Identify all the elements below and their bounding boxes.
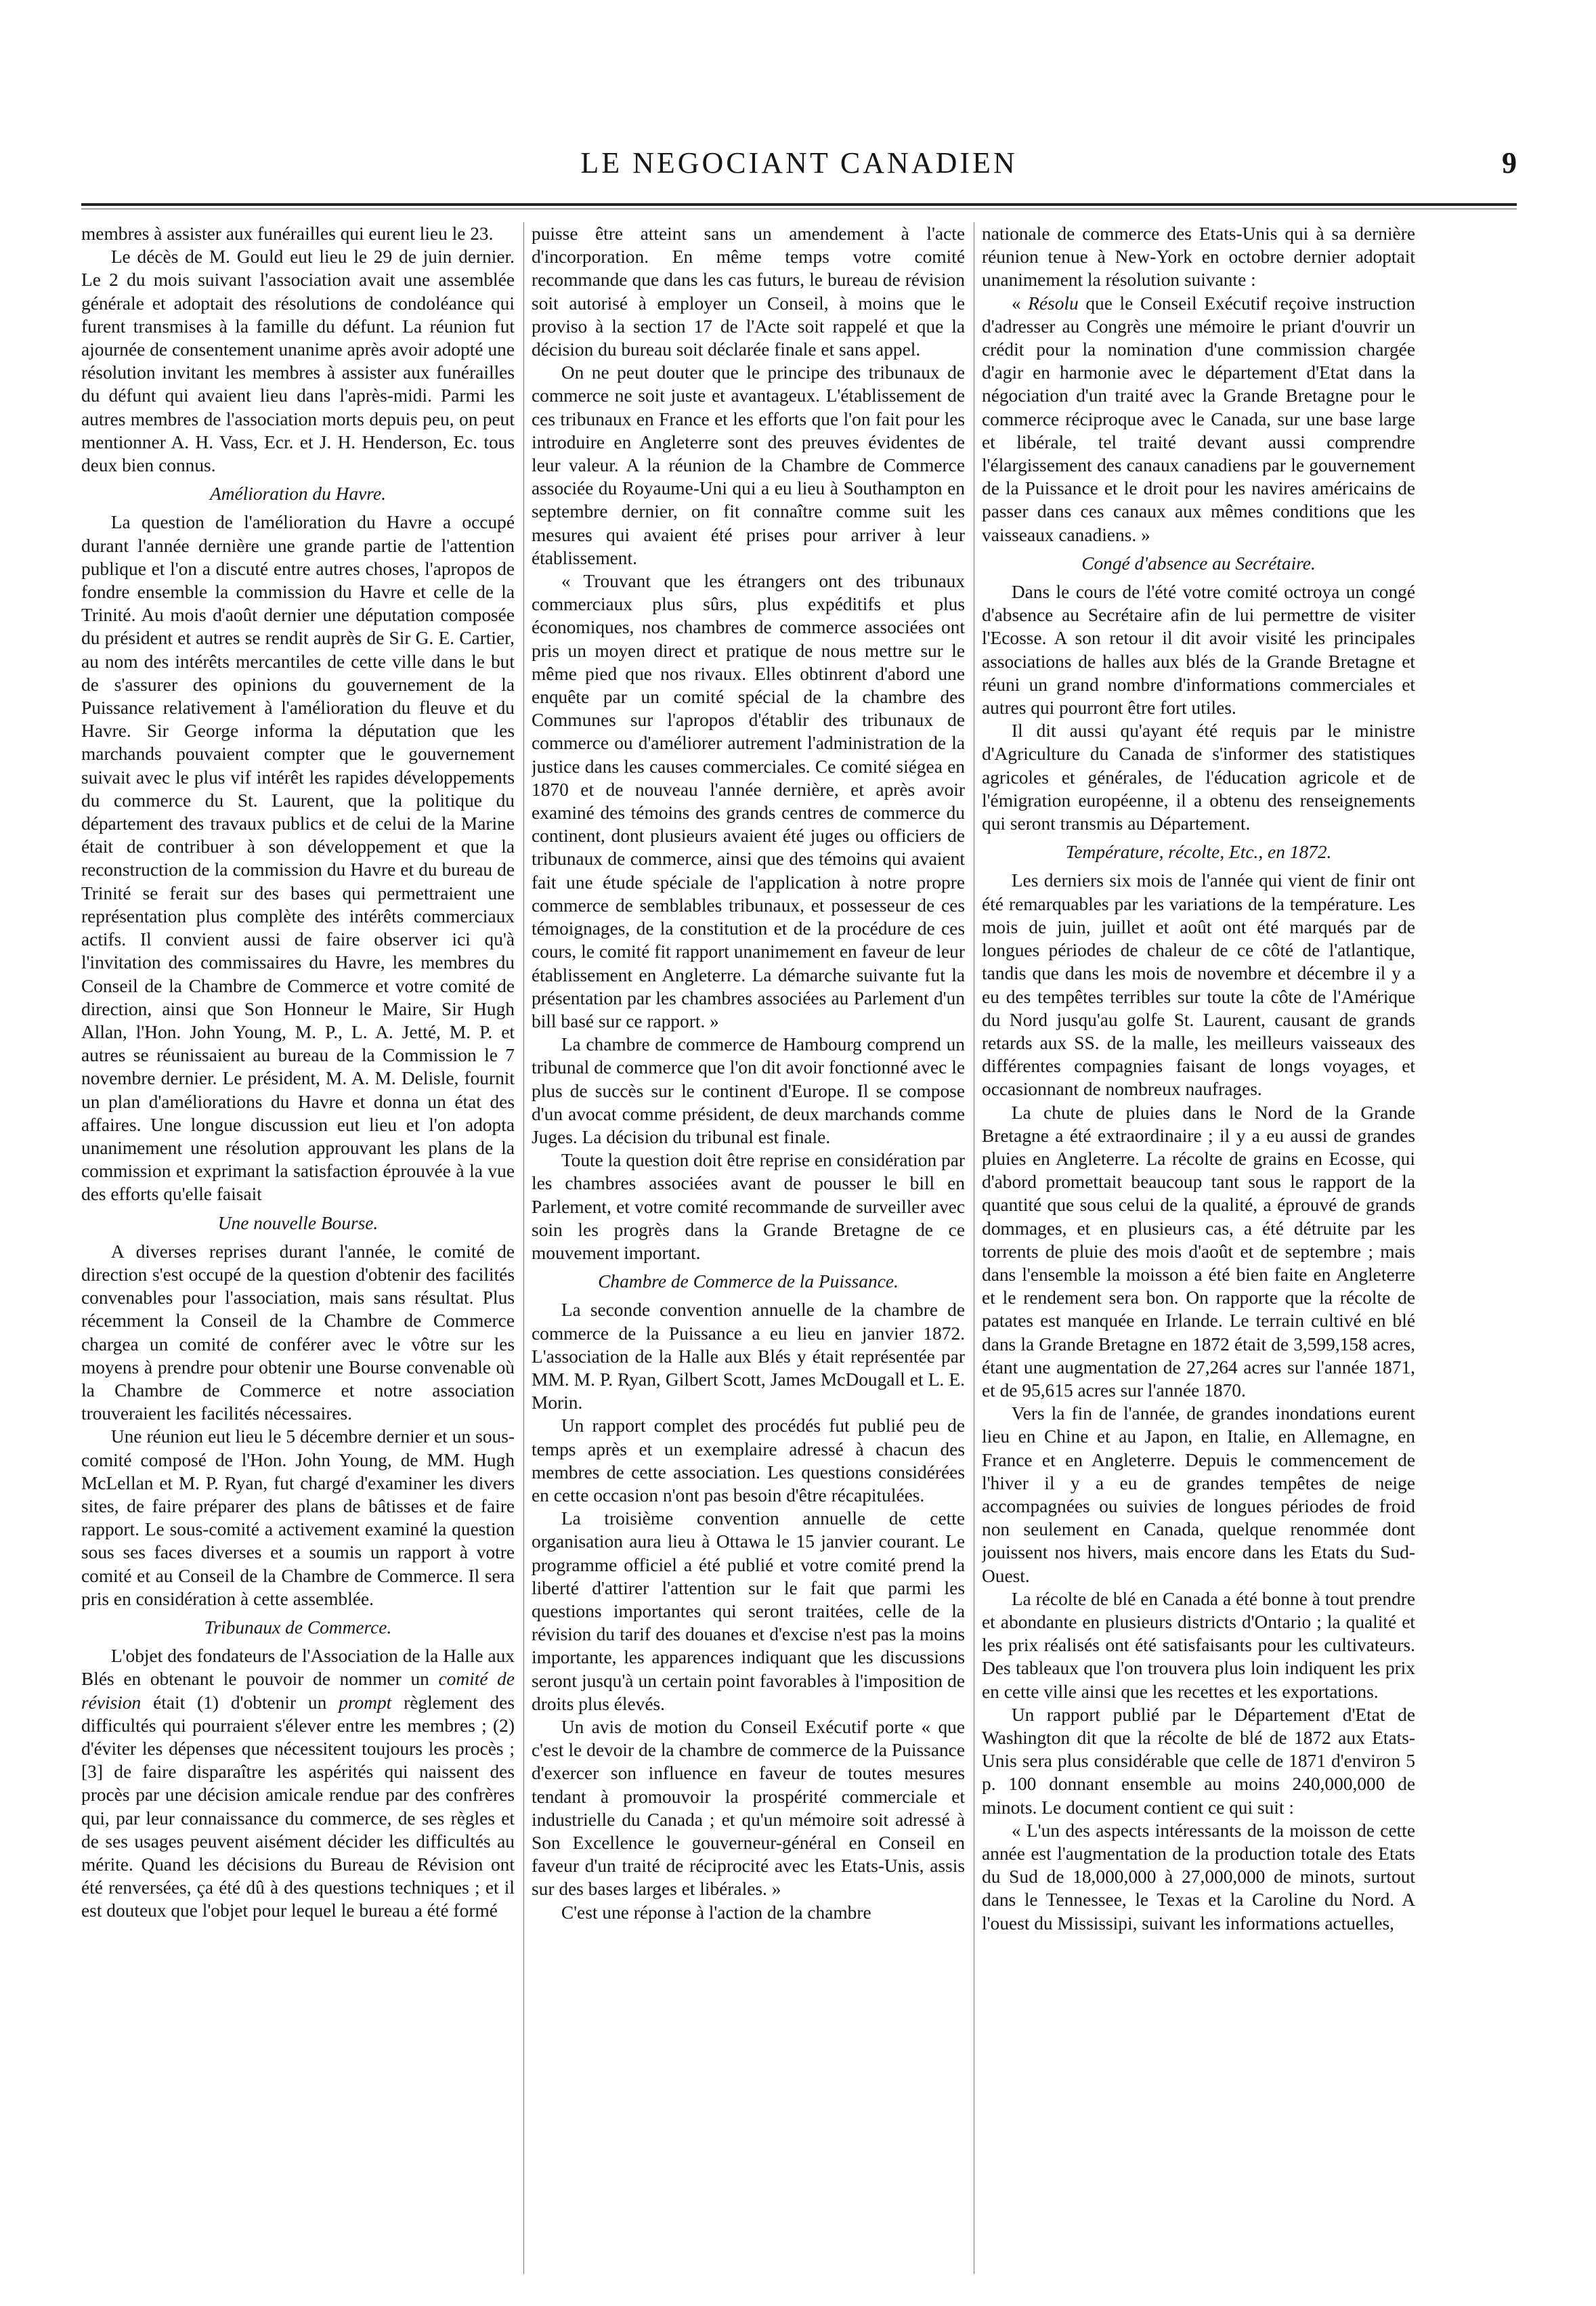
section-heading: Tribunaux de Commerce.: [204, 1617, 392, 1638]
paragraph: Vers la fin de l'année, de grandes inondations eurent lieu en Chine et au Japon, en Italie, en Allemagne, en France et en Angleterre. Depuis le commencement de l'hiver il y a eu de grandes tempêtes de neige accompagnées ou suivies de longues périodes de froid non seulement en Canada, quelque renommée dont jouissent nos hivers, mais encore dans les Etats du Sud-Ouest.: [982, 1403, 1415, 1586]
paragraph: « Résolu que le Conseil Exécutif reçoive instruction d'adresser au Congrès une mémoire le priant d'ouvrir un crédit pour la nomination d'une commission chargée d'agir en harmonie avec le département d'Etat dans la négociation d'un traité avec la Grande Bretagne pour le commerce réciproque avec le Canada, sur une base large et libérale, tel traité devant aussi comprendre l'élargissement des canaux canadiens par le gouvernement de la Puissance et le droit pour les navires américains de passer dans ces canaux aux mêmes conditions que les vaisseaux canadiens. »: [982, 293, 1415, 545]
paragraph: Un rapport publié par le Département d'Etat de Washington dit que la récolte de blé de 1872 aux Etats-Unis sera plus considérable que celle de 1871 d'environ 5 p. 100 donnant ensemble au moins 240,000,000 de minots. Le document contient ce qui suit :: [982, 1704, 1415, 1818]
paragraph: nationale de commerce des Etats-Unis qui à sa dernière réunion tenue à New-York en octobre dernier adoptait unanimement la résolution suivante :: [982, 223, 1415, 291]
paragraph: La récolte de blé en Canada a été bonne à tout prendre et abondante en plusieurs districts d'Ontario ; la qualité et les prix réalisés ont été satisfaisants pour les cultivateurs. Des tableaux que l'on trouvera plus loin indiquent les prix en cette ville ainsi que les recettes et les exportations.: [982, 1588, 1415, 1702]
paragraph: « Trouvant que les étrangers ont des tribunaux commerciaux plus sûrs, plus expéditifs et plus économiques, nos chambres de commerce associées ont pris un moyen direct et pratique de nous mettre sur le même pied que nos rivaux. Elles obtinrent d'abord une enquête par un comité spécial de la chambre des Communes sur l'apropos d'établir des tribunaux de commerce ou d'améliorer autrement l'administration de la justice dans les causes commerciales. Ce comité siégea en 1870 et de nouveau l'année dernière, et après avoir examiné des témoins des grands centres de commerce du continent, dont plusieurs avaient été juges ou officiers de tribunaux de commerce, ainsi que des témoins qui avaient fait une étude spéciale de l'application à notre propre commerce de semblables tribunaux, et possesseur de ces témoignages, de la constitution et de la procédure de ces cours, le comité fit rapport unanimement en faveur de leur établissement en Angleterre. La démarche suivante fut la présentation par les chambres associées au Parlement d'un bill basé sur ce rapport. »: [532, 571, 965, 1031]
newspaper-title: LE NEGOCIANT CANADIEN: [580, 146, 1018, 179]
text-run: L'objet des fondateurs de l'Association de la Halle aux Blés en obtenant le pouvoir de nommer un: [81, 1646, 515, 1690]
column-2: [532, 222, 965, 2274]
column-divider: [523, 222, 524, 2274]
paragraph: Dans le cours de l'été votre comité octroya un congé d'absence au Secrétaire afin de lui permettre de visiter l'Ecosse. A son retour il dit avoir visité les principales associations de halles aux blés de la Grande Bretagne et réuni un grand nombre d'informations commerciales et autres qui pourront être fort utiles.: [982, 582, 1415, 719]
paragraph: La chute de pluies dans le Nord de la Grande Bretagne a été extraordinaire ; il y a eu aussi de grandes pluies en Angleterre. La récolte de grains en Ecosse, qui d'abord promettait beaucoup tant sous le rapport de la quantité que sous celui de la qualité, a éprouvé de grands dommages, et en plusieurs cas, a été détruite par les torrents de pluie des mois d'août et de septembre ; mais dans l'ensemble la moisson a été bien faite en Angleterre et le rendement sera bon. On rapporte que la récolte de patates est manquée en Irlande. Le terrain cultivé en blé dans la Grande Bretagne en 1872 était de 3,599,158 acres, étant une augmentation de 27,264 acres sur l'année 1871, et de 95,615 acres sur l'année 1870.: [982, 1102, 1415, 1401]
paragraph: La question de l'amélioration du Havre a occupé durant l'année dernière une grande partie de l'attention publique et l'on a discuté entre autres choses, l'apropos de fondre ensemble la commission du Havre et celle de la Trinité. Au mois d'août dernier une députation composée du président et autres se rendit auprès de Sir G. E. Cartier, au nom des intérêts mercantiles de cette ville dans le but de s'assurer des opinions du gouvernement de la Puissance relativement à l'amélioration du fleuve et du Havre. Sir George informa la députation que les marchands pouvaient compter que le gouvernement suivait avec le plus vif intérêt les rapides développements du commerce du St. Laurent, que la politique du département des travaux publics et de celui de la Marine était de contribuer à son développement et que la reconstruction de la commission du Havre et du bureau de Trinité se ferait sur des bases qui permettraient une représentation plus complète des intérêts commerciaux actifs. Il convient aussi de faire observer ici qu'à l'invitation des commissaires du Havre, les membres du Conseil de la Chambre de Commerce et votre comité de direction, ainsi que Son Honneur le Maire, Sir Hugh Allan, l'Hon. John Young, M. P., L. A. Jetté, M. P. et autres se réunissaient au bureau de la Commission le 7 novembre dernier. Le président, M. A. M. Delisle, fournit un plan d'améliorations du Havre et donna un état des affaires. Une longue discussion eut lieu et l'on adopta unanimement une résolution approuvant les plans de la commission et exprimant la satisfaction éprouvée à la vue des efforts qu'elle faisait: [81, 512, 515, 1205]
paragraph: [81, 1644, 515, 1922]
paragraph: A diverses reprises durant l'année, le comité de direction s'est occupé de la question d'obtenir des facilités convenables pour l'association, mais sans résultat. Plus récemment la Conseil de la Chambre de Commerce chargea un comité de conférer avec le vôtre sur les moyens à prendre pour obtenir une Bourse convenable où la Chambre de Commerce et notre association trouveraient les facilités nécessaires.: [81, 1241, 515, 1424]
section-heading: Une nouvelle Bourse.: [217, 1212, 379, 1233]
paragraph: Un rapport complet des procédés fut publié peu de temps après et un exemplaire adressé à chacun des membres de cette association. Les questions considérées en cette occasion n'ont pas besoin d'être récapitulées.: [532, 1415, 965, 1506]
paragraph: La troisième convention annuelle de cette organisation aura lieu à Ottawa le 15 janvier courant. Le programme officiel a été publié et votre comité prend la liberté d'attirer l'attention sur le fait que parmi les questions importantes qui seront traitées, celle de la révision du tarif des douanes et d'excise n'est pas la moins importante, les apparences indiquant que les discussions seront jusqu'à un certain point favorables à l'imposition de droits plus élevés.: [532, 1508, 965, 1714]
paragraph: Toute la question doit être reprise en considération par les chambres associées avant de pousser le bill en Parlement, et votre comité recommande de surveiller avec soin les progrès dans la Grande Bretagne de ce mouvement important.: [532, 1150, 965, 1263]
italic-text: prompt: [339, 1692, 392, 1713]
paragraph: Il dit aussi qu'ayant été requis par le ministre d'Agriculture du Canada de s'informer des statistiques agricoles et générales, de l'éducation agricole et de l'émigration européenne, il a obtenu des renseignements qui seront transmis au Département.: [982, 721, 1415, 834]
paragraph: Le décès de M. Gould eut lieu le 29 de juin dernier. Le 2 du mois suivant l'association avait une assemblée générale et adoptait des résolutions de condoléance qui furent transmises à la famille du défunt. La réunion fut ajournée de consentement unanime après avoir adopté une résolution invitant les membres à assister aux funérailles du défunt qui avaient lieu dans l'après-midi. Parmi les autres membres de l'association morts depuis peu, on peut mentionner A. H. Vass, Ecr. et J. H. Henderson, Ec. tous deux bien connus.: [81, 247, 515, 476]
column-3: [982, 222, 1415, 2274]
italic-text: comité de révision: [81, 1669, 515, 1713]
column-1: [81, 222, 515, 2274]
section-heading: Chambre de Commerce de la Puissance.: [598, 1271, 899, 1292]
paragraph: Les derniers six mois de l'année qui vient de finir ont été remarquables par les variations de la température. Les mois de juin, juillet et août ont été marqués par de longues périodes de chaleur de ce côté de l'atlantique, tandis que dans les mois de novembre et décembre il y a eu des tempêtes terribles sur toute la côte de l'Amérique du Nord jusqu'au golfe St. Laurent, causant de grands retards aux SS. de la malle, les meilleurs vaisseaux des différentes compagnies faisant de longs voyages, et occasionnant de nombreux naufrages.: [982, 870, 1415, 1100]
paragraph: La chambre de commerce de Hambourg comprend un tribunal de commerce que l'on dit avoir fonctionné avec le plus de succès sur le continent d'Europe. Il se compose d'un avocat comme président, de deux marchands comme Juges. La décision du tribunal est finale.: [532, 1034, 965, 1147]
paragraph: La seconde convention annuelle de la chambre de commerce de la Puissance a eu lieu en janvier 1872. L'association de la Halle aux Blés y était représentée par MM. M. P. Ryan, Gilbert Scott, James McDougall et L. E. Morin.: [532, 1300, 965, 1413]
section-heading: Température, récolte, Etc., en 1872.: [1065, 842, 1332, 863]
paragraph: C'est une réponse à l'action de la chambre: [561, 1902, 871, 1923]
text-run: était (1) d'obtenir un: [141, 1692, 339, 1713]
italic-text: Résolu: [1028, 293, 1079, 314]
section-heading: Amélioration du Havre.: [210, 484, 386, 505]
page-number: 9: [1502, 146, 1517, 179]
paragraph: puisse être atteint sans un amendement à l'acte d'incorporation. En même temps votre comité recommande que dans les cas futurs, le bureau de révision soit autorisé à employer un Conseil, à moins que le proviso à la section 17 de l'Acte soit rappelé et que la décision du bureau soit déclarée finale et sans appel.: [532, 223, 965, 360]
text-run: règlement des difficultés qui pourraient s'élever entre les membres ; (2) d'éviter les dépenses que nécessitent toujours les procès ; [3] de faire disparaître les aspérités qui naissent des procès par une décision amicale rendue par des confrères qui, par leur connaissance du commerce, de ses règles et de ses usages peuvent aisément décider les difficultés au mérite. Quand les décisions du Bureau de Révision ont été renversées, ça été dû à des questions techniques ; et il est douteux que l'objet pour lequel le bureau a été formé: [81, 1692, 515, 1921]
paragraph: Un avis de motion du Conseil Exécutif porte « que c'est le devoir de la chambre de commerce de la Puissance d'exercer son influence en faveur de toutes mesures tendant à promouvoir la prospérité commerciale et industrielle du Canada ; et qu'un mémoire soit adressé à Son Excellence le gouverneur-général en Conseil en faveur d'un traité de réciprocité avec les Etats-Unis, assis sur des bases larges et libérales. »: [532, 1717, 965, 1900]
section-heading: Congé d'absence au Secrétaire.: [1081, 553, 1316, 574]
paragraph: On ne peut douter que le principe des tribunaux de commerce ne soit juste et avantageux. L'établissement de ces tribunaux en France et les efforts que l'on fait pour les introduire en Angleterre sont des preuves évidentes de leur valeur. A la réunion de la Chambre de Commerce associée du Royaume-Uni qui a eu lieu à Southampton en septembre dernier, on fit connaître comme suit les mesures qui avaient été prises pour arriver à leur établissement.: [532, 362, 965, 568]
paragraph: « L'un des aspects intéressants de la moisson de cette année est l'augmentation de la production totale des Etats du Sud de 18,000,000 à 27,000,000 de minots, surtout dans le Tennessee, le Texas et la Caroline du Nord. A l'ouest du Mississipi, suivant les informations actuelles,: [982, 1820, 1415, 1934]
text-run: que le Conseil Exécutif reçoive instruction d'adresser au Congrès une mémoire le priant d'ouvrir un crédit pour la nomination d'une commission chargée d'agir en harmonie avec le département d'Etat dans la négociation d'un traité avec la Grande Bretagne pour le commerce réciproque avec le Canada, sur une base large et libérale, tel traité devant aussi comprendre l'élargissement des canaux canadiens par le gouvernement de la Puissance et le droit pour les navires américains de passer dans ces canaux aux mêmes conditions que les vaisseaux canadiens. »: [982, 293, 1415, 545]
header-rule: [81, 203, 1517, 206]
paragraph: Une réunion eut lieu le 5 décembre dernier et un sous-comité composé de l'Hon. John Young, de MM. Hugh McLellan et M. P. Ryan, fut chargé d'examiner les divers sites, de faire préparer des plans de bâtisses et de faire rapport. Le sous-comité a activement examiné la question sous ses faces diverses et a soumis un rapport à votre comité et au Conseil de la Chambre de Commerce. Il sera pris en considération à cette assemblée.: [81, 1426, 515, 1609]
paragraph: membres à assister aux funérailles qui eurent lieu le 23.: [81, 223, 494, 244]
masthead: [81, 146, 1517, 193]
